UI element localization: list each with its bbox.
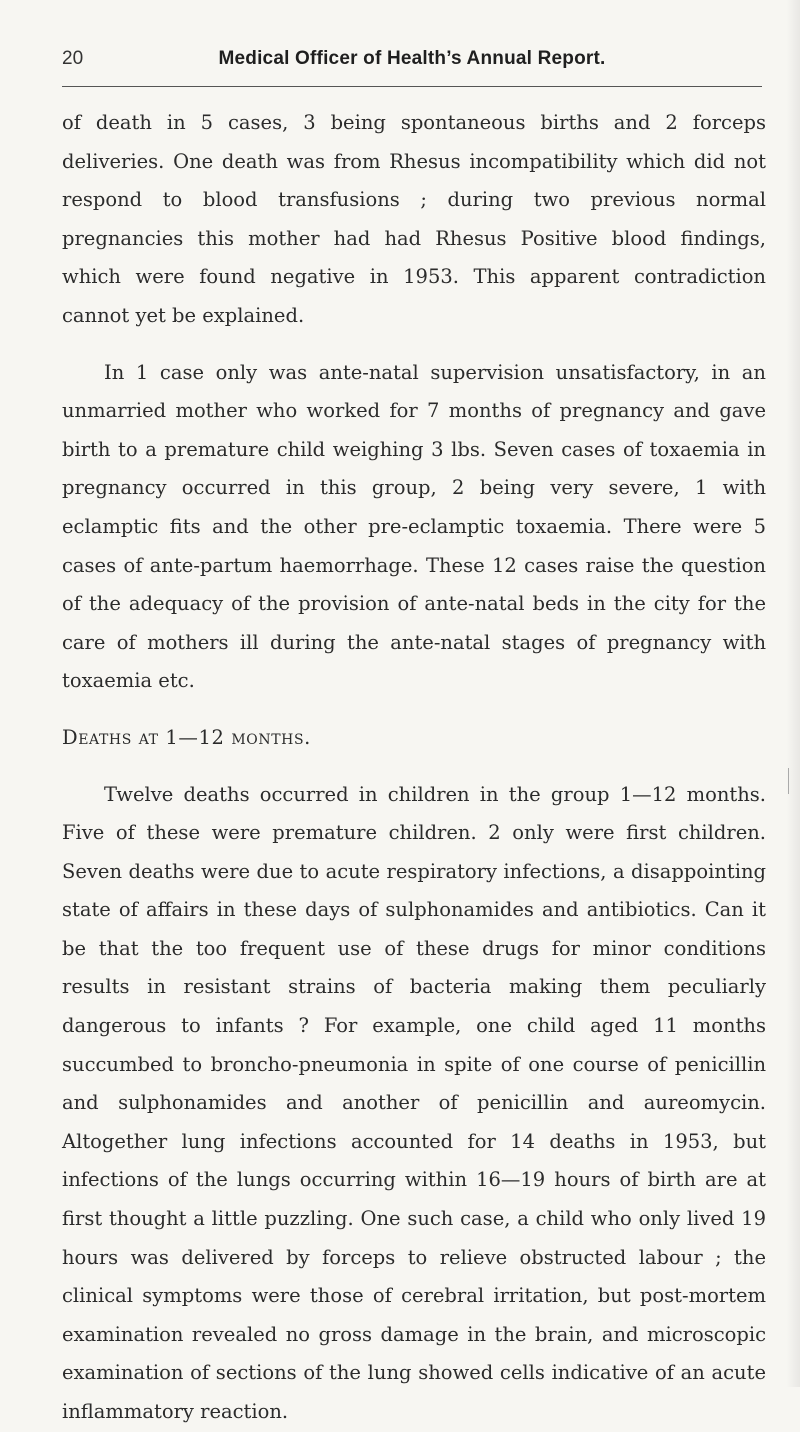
paragraph-deaths-1-12-months: Twelve deaths occurred in children in the group 1—12 months. Five of these were premature children. 2 only were first children. Seven deaths were due to acute respiratory infections, a disappointing state of affairs in these days of sulphonamides and antibiotics. Can it be that the too frequent use of these drugs for minor conditions results in resistant strains of bacteria making them peculiarly dangerous to infants ? For example, one child aged 11 months succumbed to broncho-pneumonia in spite of one course of penicillin and sulphonamides and another of penicillin and aureomycin. Altogether lung infections accounted for 14 deaths in 1953, but infections of the lungs occurring within 16—19 hours of birth are at first thought a little puzzling. One such case, a child who only lived 19 hours was delivered by forceps to relieve obstructed labour ; the clinical symptoms were those of cerebral irritation, but post-mortem examination revealed no gross damage in the brain, and microscopic examination of sections of the lung showed cells indicative of an acute inflammatory reaction.	[62, 782, 766, 1423]
page-edge-shadow	[786, 0, 800, 1387]
page-number: 20	[62, 48, 84, 69]
running-title: Medical Officer of Health’s Annual Report.	[218, 48, 606, 69]
paragraph-gap	[62, 701, 766, 719]
header-rule	[62, 86, 762, 87]
margin-mark	[788, 768, 791, 794]
page-header	[62, 48, 762, 88]
paragraph-gap	[62, 758, 766, 776]
report-body	[62, 104, 766, 1432]
section-heading: Deaths at 1—12 months.	[62, 725, 311, 749]
paragraph-antenatal: In 1 case only was ante-natal supervision unsatisfactory, in an unmarried mother who worked for 7 months of pregnancy and gave birth to a premature child weighing 3 lbs. Seven cases of toxaemia in pregnancy occurred in this group, 2 being very severe, 1 with eclamptic fits and the other pre-eclamptic toxaemia. There were 5 cases of ante-partum haemorrhage. These 12 cases raise the question of the adequacy of the provision of ante-natal beds in the city for the care of mothers ill during the ante-natal stages of pregnancy with toxaemia etc.	[62, 360, 766, 693]
paragraph-gap	[62, 336, 766, 354]
paragraph-continuation: of death in 5 cases, 3 being spontaneous births and 2 forceps deliveries. One death was from Rhesus incompatibility which did not respond to blood transfusions ; during two previous normal pregnancies this mother had had Rhesus Positive blood findings, which were found negative in 1953. This apparent contradiction cannot yet be explained.	[62, 111, 766, 327]
